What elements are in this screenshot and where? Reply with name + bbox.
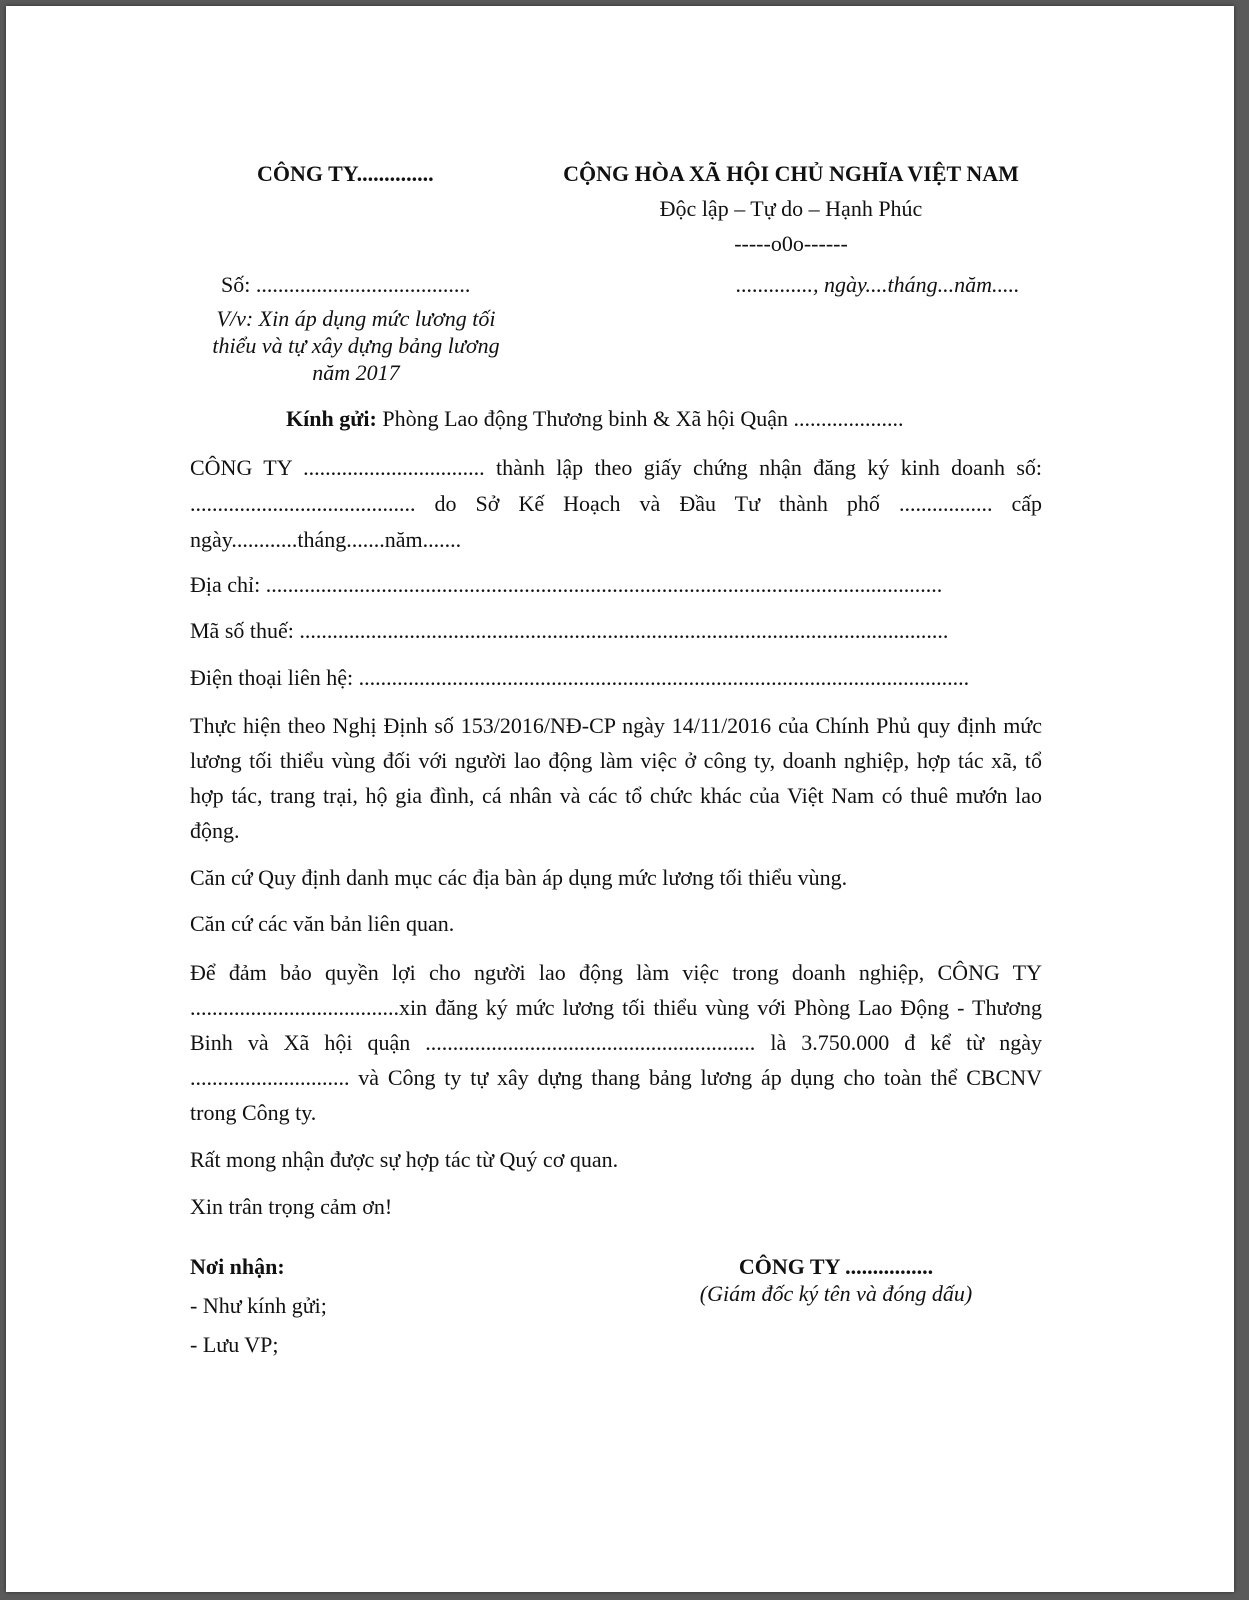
signer-note: (Giám đốc ký tên và đóng dấu)	[699, 1281, 973, 1306]
document-date: .............., ngày....tháng...năm.....	[736, 272, 1020, 297]
decree-paragraph: Thực hiện theo Nghị Định số 153/2016/NĐ-CP ngày 14/11/2016 của Chính Phủ quy định mức lương tối thiểu vùng đối với người lao động làm việc ở công ty, doanh nghiệp, hợp tác xã, tổ hợp tác, trang trại, hộ gia đình, cá nhân và các tổ chức khác của Việt Nam có thuê mướn lao động.	[190, 713, 1042, 843]
basis-line-2: Căn cứ các văn bản liên quan.	[190, 911, 455, 936]
document-number: Số: .......................................	[221, 272, 471, 297]
recipient-label: Kính gửi:	[286, 406, 377, 431]
nation-title: CỘNG HÒA XÃ HỘI CHỦ NGHĨA VIỆT NAM	[563, 161, 1019, 186]
recipient-line	[286, 406, 904, 432]
document-page	[6, 6, 1234, 1592]
basis-line-1: Căn cứ Quy định danh mục các địa bàn áp dụng mức lương tối thiểu vùng.	[190, 865, 848, 890]
signer-company: CÔNG TY ................	[738, 1254, 934, 1279]
thanks-line: Xin trân trọng cảm ơn!	[190, 1194, 393, 1219]
separator: -----o0o------	[734, 231, 848, 256]
hope-line: Rất mong nhận được sự hợp tác từ Quý cơ quan.	[190, 1147, 619, 1172]
subject-line-1: V/v: Xin áp dụng mức lương tối	[216, 306, 496, 331]
recipients-label: Nơi nhận:	[190, 1254, 285, 1279]
address-line: Địa chỉ: ...........................................................................................................................	[190, 572, 943, 597]
subject-line-2: thiểu và tự xây dựng bảng lương	[212, 333, 500, 358]
company-intro: CÔNG TY ................................. thành lập theo giấy chứng nhận đăng ký kinh doanh số: ......................................... do Sở Kế Hoạch và Đầu Tư thành phố ................. cấp ngày............tháng.......năm.......	[190, 455, 1042, 552]
recipient-item-1: - Như kính gửi;	[190, 1293, 327, 1318]
phone-line: Điện thoại liên hệ: ...............................................................................................................	[190, 665, 970, 690]
request-paragraph: Để đảm bảo quyền lợi cho người lao động làm việc trong doanh nghiệp, CÔNG TY ......................................xin đăng ký mức lương tối thiểu vùng với Phòng Lao Động - Thương Binh và Xã hội quận ............................................................ là 3.750.000 đ kể từ ngày ............................. và Công ty tự xây dựng thang bảng lương áp dụng cho toàn thể CBCNV trong Công ty.	[190, 960, 1042, 1125]
motto: Độc lập – Tự do – Hạnh Phúc	[659, 196, 923, 221]
subject-line-3: năm 2017	[312, 360, 400, 385]
company-header: CÔNG TY..............	[257, 161, 434, 186]
recipient-text: Phòng Lao động Thương binh & Xã hội Quận ....................	[382, 406, 904, 431]
tax-code-line: Mã số thuế: ......................................................................................................................	[190, 618, 949, 643]
recipient-item-2: - Lưu VP;	[190, 1332, 279, 1357]
